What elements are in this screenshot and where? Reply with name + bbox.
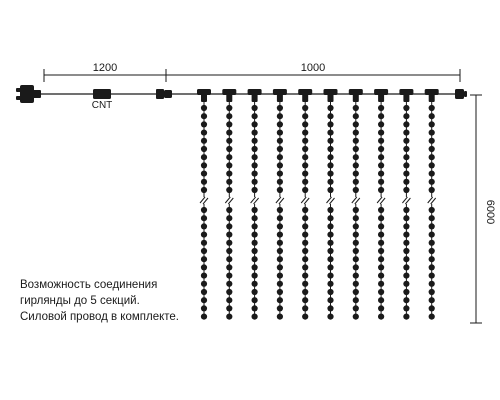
- strand: [298, 89, 312, 320]
- bulb: [403, 289, 409, 295]
- bulb: [429, 281, 435, 287]
- bulb: [327, 248, 333, 254]
- bulb: [201, 171, 207, 177]
- strand: [248, 89, 262, 320]
- caption-line-1: Возможность соединения: [20, 279, 158, 291]
- bulb: [327, 207, 333, 213]
- bulb: [353, 113, 359, 119]
- bulb: [277, 105, 283, 111]
- bulb: [403, 113, 409, 119]
- bulb: [302, 187, 308, 193]
- drop-height-label: 6000: [484, 199, 496, 225]
- bulb: [429, 232, 435, 238]
- bulb: [226, 240, 232, 246]
- bulb: [302, 305, 308, 311]
- bulb: [302, 121, 308, 127]
- bulb: [378, 113, 384, 119]
- bulb: [201, 121, 207, 127]
- bulb: [302, 264, 308, 270]
- bulb: [353, 281, 359, 287]
- bulb: [302, 171, 308, 177]
- bulb: [327, 289, 333, 295]
- bulb: [226, 130, 232, 136]
- bulb: [201, 154, 207, 160]
- bulb: [277, 273, 283, 279]
- bulb: [226, 248, 232, 254]
- bulb: [403, 138, 409, 144]
- bulb: [353, 130, 359, 136]
- bulb: [277, 162, 283, 168]
- bulb: [226, 187, 232, 193]
- bulb: [403, 305, 409, 311]
- end-connector-icon: [455, 89, 467, 99]
- bulb: [201, 138, 207, 144]
- bulb: [353, 105, 359, 111]
- bulb: [353, 154, 359, 160]
- bulb: [252, 240, 258, 246]
- bulb: [252, 273, 258, 279]
- bulb: [252, 171, 258, 177]
- bulb: [353, 215, 359, 221]
- strand: [425, 89, 439, 320]
- bulb: [327, 187, 333, 193]
- bulb: [378, 314, 384, 320]
- bulb: [327, 138, 333, 144]
- bulb: [429, 215, 435, 221]
- bulb: [226, 146, 232, 152]
- bulb: [353, 240, 359, 246]
- bulb: [226, 179, 232, 185]
- bulb: [226, 215, 232, 221]
- bulb: [277, 223, 283, 229]
- bulb: [403, 146, 409, 152]
- bulb: [201, 215, 207, 221]
- bulb: [252, 248, 258, 254]
- bulb: [429, 113, 435, 119]
- bulb: [378, 207, 384, 213]
- bulb: [302, 281, 308, 287]
- bulb: [429, 314, 435, 320]
- bulb: [201, 297, 207, 303]
- bulb: [277, 138, 283, 144]
- bulb: [302, 256, 308, 262]
- bulb: [353, 264, 359, 270]
- bulb: [302, 207, 308, 213]
- bulb: [252, 130, 258, 136]
- bulb: [429, 171, 435, 177]
- bulb: [353, 162, 359, 168]
- bulb: [302, 179, 308, 185]
- bulb: [226, 281, 232, 287]
- strand: [374, 89, 388, 320]
- bulb: [429, 105, 435, 111]
- bulb: [353, 297, 359, 303]
- bulb: [302, 113, 308, 119]
- bulb: [327, 146, 333, 152]
- bulb: [302, 138, 308, 144]
- bulb: [327, 223, 333, 229]
- bulb: [353, 305, 359, 311]
- bulb: [226, 223, 232, 229]
- bulb: [252, 154, 258, 160]
- bulb: [429, 138, 435, 144]
- bulb: [252, 305, 258, 311]
- bulb: [252, 187, 258, 193]
- bulb: [302, 146, 308, 152]
- bulb: [353, 207, 359, 213]
- bulb: [252, 138, 258, 144]
- bulb: [378, 130, 384, 136]
- bulb: [226, 273, 232, 279]
- bulb: [252, 105, 258, 111]
- bulb: [201, 223, 207, 229]
- bulb: [252, 146, 258, 152]
- bulb: [277, 121, 283, 127]
- bulb: [277, 113, 283, 119]
- bulb: [302, 314, 308, 320]
- bulb: [403, 264, 409, 270]
- bulb: [302, 154, 308, 160]
- bulb: [403, 105, 409, 111]
- caption-line-3: Силовой провод в комплекте.: [20, 311, 179, 323]
- bulb: [277, 171, 283, 177]
- bulb: [353, 256, 359, 262]
- bulb: [252, 215, 258, 221]
- bulb: [429, 187, 435, 193]
- bulb: [378, 297, 384, 303]
- bulb: [429, 305, 435, 311]
- strand: [222, 89, 236, 320]
- bulb: [226, 297, 232, 303]
- bulb: [277, 264, 283, 270]
- bulb: [378, 154, 384, 160]
- bulb: [429, 297, 435, 303]
- bulb: [226, 171, 232, 177]
- bulb: [201, 240, 207, 246]
- bulb: [302, 297, 308, 303]
- bulb: [302, 105, 308, 111]
- bulb: [378, 264, 384, 270]
- bulb: [277, 297, 283, 303]
- strand: [399, 89, 413, 320]
- bulb: [403, 207, 409, 213]
- bulb: [403, 215, 409, 221]
- bulb: [403, 273, 409, 279]
- power-plug-icon: [16, 85, 41, 103]
- bulb: [403, 171, 409, 177]
- bulb: [327, 105, 333, 111]
- bulb: [403, 223, 409, 229]
- tap-connector-stem: [201, 94, 207, 102]
- bulb: [327, 121, 333, 127]
- bulb: [378, 179, 384, 185]
- bulb: [378, 248, 384, 254]
- bulb: [353, 146, 359, 152]
- bulb: [429, 179, 435, 185]
- bulb: [378, 256, 384, 262]
- bulb: [252, 121, 258, 127]
- bulb: [277, 281, 283, 287]
- bulb: [429, 256, 435, 262]
- bulb: [403, 314, 409, 320]
- bulb: [327, 113, 333, 119]
- bulb: [277, 154, 283, 160]
- bulb: [252, 179, 258, 185]
- header-length-label: 1000: [300, 62, 326, 74]
- bulb: [378, 138, 384, 144]
- tap-connector-stem: [277, 94, 283, 102]
- bulb: [252, 289, 258, 295]
- bulb: [327, 273, 333, 279]
- bulb: [201, 105, 207, 111]
- bulb: [277, 179, 283, 185]
- bulb: [277, 187, 283, 193]
- bulb: [201, 146, 207, 152]
- bulb: [429, 289, 435, 295]
- bulb: [429, 273, 435, 279]
- bulb: [201, 264, 207, 270]
- bulb: [429, 264, 435, 270]
- bulb: [403, 297, 409, 303]
- caption: [20, 277, 179, 325]
- bulb: [201, 314, 207, 320]
- bulb: [252, 264, 258, 270]
- tap-connector-stem: [353, 94, 359, 102]
- bulb: [226, 207, 232, 213]
- bulb: [327, 264, 333, 270]
- bulb: [252, 232, 258, 238]
- bulb: [302, 162, 308, 168]
- bulb: [429, 248, 435, 254]
- bulb: [302, 215, 308, 221]
- bulb: [378, 121, 384, 127]
- right-dimension: [470, 95, 482, 323]
- strand: [324, 89, 338, 320]
- strand: [197, 89, 211, 320]
- bulb: [378, 171, 384, 177]
- bulb: [327, 297, 333, 303]
- bulb: [378, 146, 384, 152]
- bulb: [277, 289, 283, 295]
- bulb: [252, 297, 258, 303]
- bulb: [429, 162, 435, 168]
- bulb: [429, 130, 435, 136]
- input-connector-icon: [156, 89, 172, 99]
- bulb: [429, 207, 435, 213]
- bulb: [403, 281, 409, 287]
- bulb: [226, 121, 232, 127]
- tap-connector-stem: [429, 94, 435, 102]
- tap-connector-stem: [378, 94, 384, 102]
- bulb: [252, 113, 258, 119]
- tap-connector-stem: [226, 94, 232, 102]
- bulb: [226, 162, 232, 168]
- bulb: [201, 273, 207, 279]
- bulb: [201, 187, 207, 193]
- bulb: [201, 113, 207, 119]
- tap-connector-stem: [252, 94, 258, 102]
- bulb: [252, 162, 258, 168]
- strand: [273, 89, 287, 320]
- bulb: [277, 215, 283, 221]
- bulb: [226, 264, 232, 270]
- caption-line-2: гирлянды до 5 секций.: [20, 295, 140, 307]
- bulb: [403, 130, 409, 136]
- bulb: [403, 256, 409, 262]
- bulb: [403, 179, 409, 185]
- strand: [349, 89, 363, 320]
- bulb: [302, 240, 308, 246]
- bulb: [226, 305, 232, 311]
- bulb: [252, 281, 258, 287]
- bulb: [403, 240, 409, 246]
- bulb: [302, 273, 308, 279]
- bulb: [327, 281, 333, 287]
- bulb: [327, 154, 333, 160]
- bulb: [201, 305, 207, 311]
- bulb: [277, 256, 283, 262]
- bulb: [429, 154, 435, 160]
- bulb: [252, 256, 258, 262]
- bulb: [226, 256, 232, 262]
- bulb: [353, 179, 359, 185]
- bulb: [429, 121, 435, 127]
- bulb: [252, 223, 258, 229]
- bulb: [277, 240, 283, 246]
- bulb: [226, 289, 232, 295]
- bulb: [378, 232, 384, 238]
- bulb: [302, 223, 308, 229]
- bulb: [277, 146, 283, 152]
- bulb: [378, 187, 384, 193]
- bulb: [327, 179, 333, 185]
- bulb: [327, 130, 333, 136]
- bulb: [327, 314, 333, 320]
- bulb: [226, 154, 232, 160]
- bulb: [429, 223, 435, 229]
- bulb: [378, 215, 384, 221]
- tap-connector-stem: [328, 94, 334, 102]
- bulb: [252, 314, 258, 320]
- bulb: [429, 240, 435, 246]
- bulb: [201, 232, 207, 238]
- bulb: [302, 289, 308, 295]
- bulb: [277, 305, 283, 311]
- light-strands: [197, 89, 439, 320]
- bulb: [327, 305, 333, 311]
- bulb: [353, 232, 359, 238]
- bulb: [226, 314, 232, 320]
- cable-length-label: 1200: [92, 62, 118, 74]
- bulb: [353, 223, 359, 229]
- bulb: [403, 187, 409, 193]
- bulb: [226, 232, 232, 238]
- bulb: [353, 314, 359, 320]
- bulb: [403, 162, 409, 168]
- bulb: [353, 187, 359, 193]
- bulb: [201, 248, 207, 254]
- bulb: [378, 305, 384, 311]
- bulb: [353, 273, 359, 279]
- bulb: [327, 256, 333, 262]
- bulb: [277, 248, 283, 254]
- bulb: [302, 232, 308, 238]
- bulb: [327, 240, 333, 246]
- bulb: [378, 162, 384, 168]
- bulb: [302, 248, 308, 254]
- bulb: [327, 162, 333, 168]
- bulb: [403, 248, 409, 254]
- bulb: [327, 232, 333, 238]
- bulb: [201, 162, 207, 168]
- controller-box-icon: [93, 89, 111, 99]
- bulb: [353, 248, 359, 254]
- bulb: [378, 281, 384, 287]
- bulb: [353, 121, 359, 127]
- bulb: [302, 130, 308, 136]
- tap-connector-stem: [403, 94, 409, 102]
- bulb: [378, 223, 384, 229]
- bulb: [201, 289, 207, 295]
- bulb: [201, 130, 207, 136]
- bulb: [378, 105, 384, 111]
- bulb: [226, 138, 232, 144]
- bulb: [252, 207, 258, 213]
- bulb: [353, 138, 359, 144]
- bulb: [226, 105, 232, 111]
- bulb: [378, 273, 384, 279]
- bulb: [226, 113, 232, 119]
- bulb: [403, 121, 409, 127]
- bulb: [403, 154, 409, 160]
- bulb: [201, 281, 207, 287]
- bulb: [378, 289, 384, 295]
- bulb: [353, 171, 359, 177]
- bulb: [403, 232, 409, 238]
- bulb: [277, 232, 283, 238]
- bulb: [327, 171, 333, 177]
- bulb: [378, 240, 384, 246]
- bulb: [201, 207, 207, 213]
- bulb: [201, 256, 207, 262]
- bulb: [201, 179, 207, 185]
- bulb: [353, 289, 359, 295]
- bulb: [277, 314, 283, 320]
- bulb: [327, 215, 333, 221]
- bulb: [277, 130, 283, 136]
- connector-label: CNT: [91, 100, 113, 111]
- bulb: [429, 146, 435, 152]
- tap-connector-stem: [302, 94, 308, 102]
- bulb: [277, 207, 283, 213]
